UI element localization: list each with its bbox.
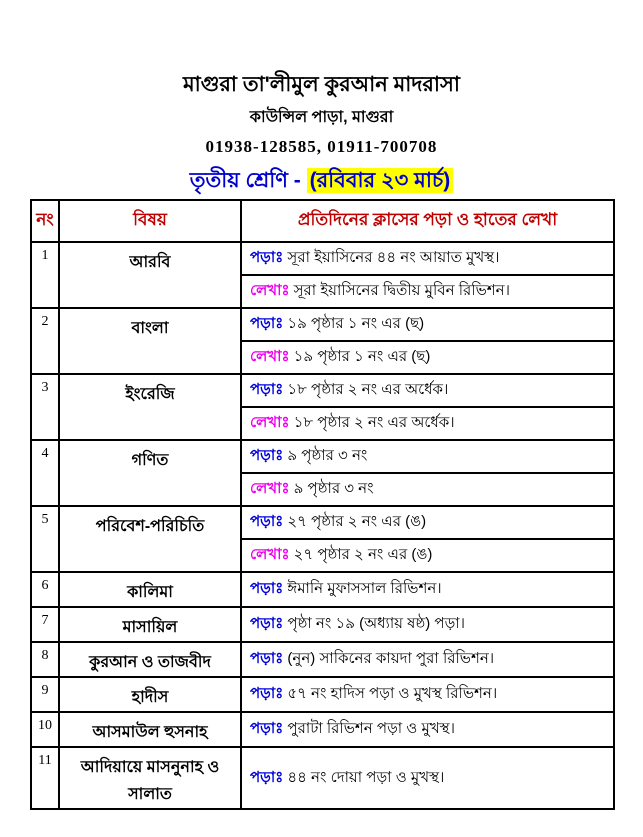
reading-task-cell (241, 572, 614, 607)
task-text: (নুন) সাকিনের কায়দা পুরা রিভিশন। (287, 650, 495, 667)
writing-task-cell (241, 407, 614, 440)
reading-task-cell (241, 712, 614, 747)
writing-label: লেখাঃ (250, 348, 294, 365)
reading-task-cell (241, 607, 614, 642)
row-number: 7 (31, 607, 59, 642)
row-number: 5 (31, 506, 59, 572)
subject-name: আরবি (59, 242, 241, 308)
writing-label: লেখাঃ (250, 546, 294, 563)
task-text: ৯ পৃষ্ঠার ৩ নং (293, 480, 374, 497)
reading-label: পড়াঃ (250, 720, 288, 737)
subject-name: আদিয়ায়ে মাসনুনাহ ও সালাত (59, 747, 241, 809)
reading-task-cell (241, 308, 614, 341)
homework-table-body (31, 242, 614, 809)
task-text: ১৯ পৃষ্ঠার ১ নং এর (ছ) (287, 315, 425, 332)
reading-label: পড়াঃ (250, 615, 288, 632)
table-row (31, 308, 614, 341)
task-text: ৯ পৃষ্ঠার ৩ নং (287, 447, 368, 464)
reading-task-cell (241, 440, 614, 473)
subject-name: বাংলা (59, 308, 241, 374)
task-text: ১৯ পৃষ্ঠার ১ নং এর (ছ) (293, 348, 431, 365)
table-row (31, 374, 614, 407)
row-number: 10 (31, 712, 59, 747)
task-text: ঈমানি মুফাসসাল রিভিশন। (287, 580, 442, 597)
col-header-subject: বিষয় (59, 200, 241, 242)
subject-name: পরিবেশ-পরিচিতি (59, 506, 241, 572)
reading-label: পড়াঃ (250, 513, 288, 530)
task-text: ২৭ পৃষ্ঠার ২ নং এর (ঙ) (293, 546, 433, 563)
col-header-lesson: প্রতিদিনের ক্লাসের পড়া ও হাতের লেখা (241, 200, 614, 242)
reading-label: পড়াঃ (250, 685, 288, 702)
subject-name: ইংরেজি (59, 374, 241, 440)
reading-label: পড়াঃ (250, 447, 288, 464)
table-row (31, 506, 614, 539)
writing-task-cell (241, 275, 614, 308)
row-number: 11 (31, 747, 59, 809)
task-text: ৪৪ নং দোয়া পড়া ও মুখস্থ। (287, 768, 445, 786)
table-row (31, 642, 614, 677)
phone-numbers: 01938-128585, 01911-700708 (205, 137, 438, 156)
table-row (31, 712, 614, 747)
task-text: ২৭ পৃষ্ঠার ২ নং এর (ঙ) (287, 513, 427, 530)
table-row (31, 440, 614, 473)
table-row (31, 677, 614, 712)
task-text: পুরাটা রিভিশন পড়া ও মুখস্থ। (287, 720, 455, 737)
reading-label: পড়াঃ (250, 249, 288, 266)
subject-name: মাসায়িল (59, 607, 241, 642)
school-name: মাগুরা তা'লীমুল কুরআন মাদরাসা (183, 73, 460, 96)
row-number: 4 (31, 440, 59, 506)
task-text: ১৮ পৃষ্ঠার ২ নং এর অর্ধেক। (287, 381, 449, 398)
task-text: পৃষ্ঠা নং ১৯ (অধ্যায় ষষ্ঠ) পড়া। (287, 615, 465, 632)
reading-label: পড়াঃ (250, 768, 288, 786)
reading-task-cell (241, 374, 614, 407)
subject-name: গণিত (59, 440, 241, 506)
table-row (31, 607, 614, 642)
task-text: ১৮ পৃষ্ঠার ২ নং এর অর্ধেক। (293, 414, 455, 431)
writing-label: লেখাঃ (250, 282, 294, 299)
subject-name: কালিমা (59, 572, 241, 607)
row-number: 8 (31, 642, 59, 677)
row-number: 2 (31, 308, 59, 374)
writing-label: লেখাঃ (250, 414, 294, 431)
row-number: 6 (31, 572, 59, 607)
writing-task-cell (241, 539, 614, 572)
task-text: সূরা ইয়াসিনের দ্বিতীয় মুবিন রিভিশন। (293, 282, 510, 299)
row-number: 1 (31, 242, 59, 308)
subject-name: কুরআন ও তাজবীদ (59, 642, 241, 677)
reading-label: পড়াঃ (250, 381, 288, 398)
col-header-no: নং (31, 200, 59, 242)
reading-label: পড়াঃ (250, 650, 288, 667)
row-number: 9 (31, 677, 59, 712)
reading-task-cell (241, 242, 614, 275)
subject-name: আসমাউল হুসনাহ (59, 712, 241, 747)
subject-name: হাদীস (59, 677, 241, 712)
reading-label: পড়াঃ (250, 580, 288, 597)
writing-task-cell (241, 473, 614, 506)
date-highlight: (রবিবার ২৩ মার্চ) (307, 168, 454, 193)
table-row (31, 747, 614, 809)
reading-task-cell (241, 506, 614, 539)
reading-task-cell (241, 677, 614, 712)
task-text: ৫৭ নং হাদিস পড়া ও মুখস্থ রিভিশন। (287, 685, 498, 702)
table-row (31, 572, 614, 607)
writing-label: লেখাঃ (250, 480, 294, 497)
writing-task-cell (241, 341, 614, 374)
table-header-row (31, 200, 614, 242)
task-text: সূরা ইয়াসিনের ৪৪ নং আয়াত মুখস্থ। (287, 249, 500, 266)
reading-label: পড়াঃ (250, 315, 288, 332)
document-header (0, 72, 643, 196)
homework-table (30, 199, 615, 810)
row-number: 3 (31, 374, 59, 440)
reading-task-cell (241, 642, 614, 677)
reading-task-cell (241, 747, 614, 809)
school-address: কাউন্সিল পাড়া, মাগুরা (249, 109, 394, 126)
class-name: তৃতীয় শ্রেণি - (189, 169, 301, 192)
class-date-line (0, 166, 643, 196)
table-row (31, 242, 614, 275)
